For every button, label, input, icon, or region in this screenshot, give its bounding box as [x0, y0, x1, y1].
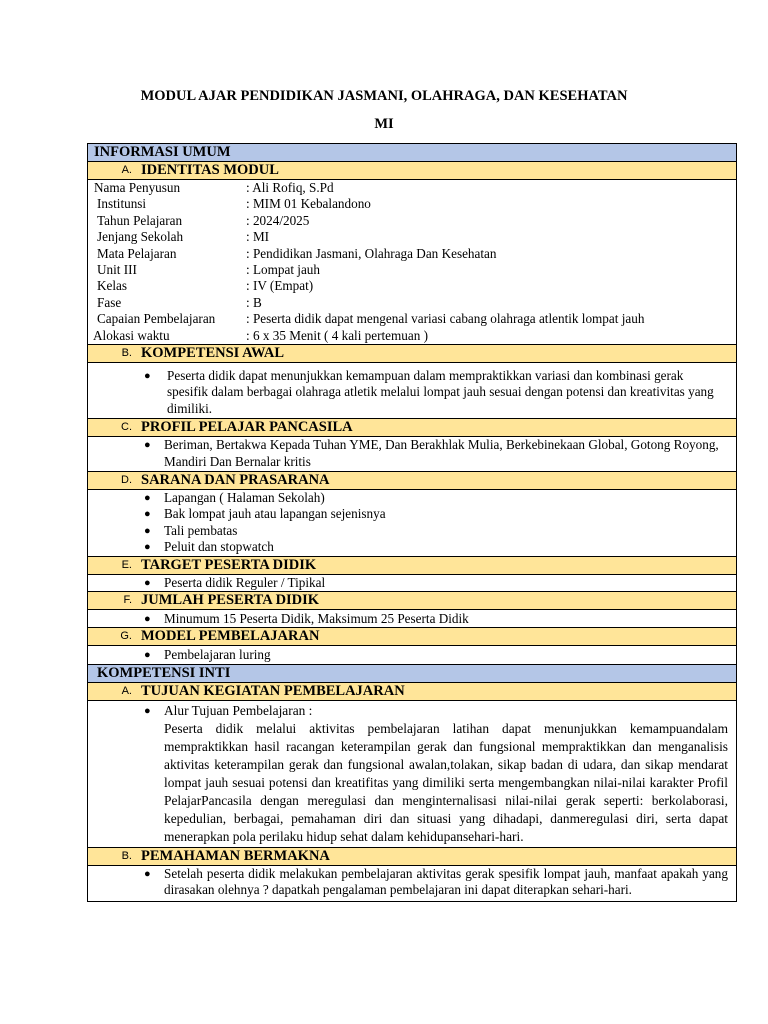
list-item: ● Minumum 15 Peserta Didik, Maksimum 25 Peserta Didik — [144, 610, 469, 626]
subsection-letter: C. — [121, 421, 132, 434]
identity-value: : 2024/2025 — [246, 212, 310, 228]
subsection-title: IDENTITAS MODUL — [141, 162, 279, 178]
list-item: ● Peserta didik Reguler / Tipikal — [144, 574, 326, 590]
identity-row — [88, 311, 736, 327]
sarana-content — [88, 490, 736, 557]
subsection-title: KOMPETENSI AWAL — [141, 344, 285, 361]
section-informasi-umum: INFORMASI UMUM — [88, 144, 736, 162]
identity-label: Alokasi waktu — [93, 327, 170, 343]
identity-row — [88, 328, 736, 344]
bullet-icon: ● — [144, 369, 151, 382]
identity-label: Capaian Pembelajaran — [97, 311, 216, 327]
subsection-title: TARGET PESERTA DIDIK — [141, 556, 317, 573]
list-item: ● Alur Tujuan Pembelajaran : — [144, 702, 313, 718]
bullet-icon: ● — [144, 704, 151, 717]
list-item: ● Bak lompat jauh atau lapangan sejenisnya — [144, 506, 386, 522]
pemahaman-content — [88, 866, 736, 901]
identity-row — [88, 180, 736, 196]
subsection-letter: G. — [120, 630, 132, 643]
tujuan-paragraph: Peserta didik melalui aktivitas pembelajaran latihan dapat menunjukkan kemampuandalam mempraktikkan hasil racangan keterampilan gerak dan fungsional mempraktikkan dan menganalisis aktivitas keterampilan gerak dan fungsional awalan,tolakan, sikap badan di udara, dan sikap mendarat lompat jauh sesuai potensi dan kreatifitas yang dimiliki serta mengembangkan nilai-nilai karakter Profil PelajarPancasila dengan meregulasi dan menginternalisasi nilai-nilai gerak seperti: berkolaborasi, kepedulian, berbagai, pemahaman diri dan situasi yang dihadapi, danmeregulasi diri, serta dapat menerapkan pola perilaku hidup sehat dalam kehidupansehari-hari. — [164, 720, 728, 844]
subsection-identitas-modul — [88, 162, 736, 180]
identity-label: Kelas — [97, 278, 128, 294]
identity-value: : B — [246, 294, 262, 310]
identity-value: : MIM 01 Kebalandono — [246, 196, 371, 212]
identity-label: Jenjang Sekolah — [97, 229, 184, 245]
subsection-letter: D. — [121, 473, 132, 486]
identity-label: Institunsi — [97, 196, 147, 212]
identity-value: : MI — [246, 229, 270, 245]
bullet-icon: ● — [144, 867, 151, 880]
subsection-target — [88, 557, 736, 575]
subsection-title: TUJUAN KEGIATAN PEMBELAJARAN — [141, 682, 405, 699]
identity-row — [88, 229, 736, 245]
subsection-letter: B. — [121, 346, 132, 359]
list-item: ● Peserta didik dapat menunjukkan kemampuan dalam mempraktikkan variasi dan kombinasi gerak spesifik dalam berbagai olahraga atletik melalui lompat jauh sesuai dengan potensi dan kreativitas yang dimiliki. — [144, 367, 714, 416]
subsection-letter: E. — [121, 558, 132, 571]
subsection-jumlah — [88, 592, 736, 610]
identity-row — [88, 196, 736, 212]
jumlah-content — [88, 610, 736, 628]
subsection-profil-pelajar — [88, 419, 736, 437]
subsection-title: PEMAHAMAN BERMAKNA — [141, 847, 330, 864]
target-content — [88, 575, 736, 592]
identity-label: Fase — [97, 294, 122, 310]
bullet-icon: ● — [144, 508, 151, 521]
subsection-letter: A. — [121, 684, 132, 697]
identity-label: Unit III — [97, 261, 137, 277]
identity-value: : IV (Empat) — [246, 278, 314, 294]
identity-value: : Peserta didik dapat mengenal variasi cabang olahraga atlentik lompat jauh — [246, 311, 645, 327]
model-content — [88, 646, 736, 664]
list-item: ● Lapangan ( Halaman Sekolah) — [144, 489, 325, 505]
bullet-icon: ● — [144, 491, 151, 504]
bullet-icon: ● — [144, 439, 151, 452]
identity-row — [88, 262, 736, 278]
subsection-letter: B. — [121, 849, 132, 862]
subsection-title: SARANA DAN PRASARANA — [141, 471, 330, 488]
identity-label: Tahun Pelajaran — [97, 212, 183, 228]
bullet-icon: ● — [144, 541, 151, 554]
kompetensi-awal-content — [88, 363, 736, 419]
subsection-title: PROFIL PELAJAR PANCASILA — [141, 419, 353, 436]
identity-row — [88, 246, 736, 262]
list-item: ● Setelah peserta didik melakukan pembelajaran aktivitas gerak spesifik lompat jauh, manfaat apakah yang dirasakan olehnya ? dapatkah pengalaman pembelajaran ini dapat diterapkan sehari-hari. — [144, 865, 728, 898]
identity-row — [88, 295, 736, 311]
identity-row — [88, 278, 736, 294]
section-kompetensi-inti: KOMPETENSI INTI — [88, 665, 736, 683]
subsection-letter: F. — [123, 593, 132, 606]
subsection-title: MODEL PEMBELAJARAN — [141, 628, 320, 645]
profil-content — [88, 437, 736, 472]
identity-value: : 6 x 35 Menit ( 4 kali pertemuan ) — [246, 327, 429, 343]
subsection-model — [88, 628, 736, 646]
identity-label: Mata Pelajaran — [97, 245, 177, 261]
bullet-icon: ● — [144, 612, 151, 625]
identity-value: : Ali Rofiq, S.Pd — [246, 180, 334, 195]
subsection-kompetensi-awal — [88, 345, 736, 363]
document-subtitle: MI — [374, 116, 394, 132]
list-item: ● Pembelajaran luring — [144, 647, 271, 663]
identity-value: : Pendidikan Jasmani, Olahraga Dan Kesehatan — [246, 245, 497, 261]
bullet-icon: ● — [144, 649, 151, 662]
subsection-tujuan — [88, 683, 736, 701]
tujuan-content — [88, 701, 736, 848]
identity-value: : Lompat jauh — [246, 261, 320, 277]
identity-label: Nama Penyusun — [94, 180, 181, 195]
identity-row — [88, 213, 736, 229]
subsection-title: JUMLAH PESERTA DIDIK — [141, 591, 320, 608]
document-title: MODUL AJAR PENDIDIKAN JASMANI, OLAHRAGA, DAN KESEHATAN — [140, 88, 628, 104]
list-item: ● Beriman, Bertakwa Kepada Tuhan YME, Dan Berakhlak Mulia, Berkebinekaan Global, Gotong Royong, Mandiri Dan Bernalar kritis — [144, 437, 719, 469]
identitas-rows — [88, 180, 736, 345]
subsection-sarana — [88, 472, 736, 490]
list-item: ● Peluit dan stopwatch — [144, 539, 274, 555]
list-item: ● Tali pembatas — [144, 522, 238, 538]
bullet-icon: ● — [144, 524, 151, 537]
subsection-pemahaman — [88, 848, 736, 866]
bullet-icon: ● — [144, 576, 151, 589]
module-table — [87, 143, 737, 902]
subsection-letter: A. — [121, 164, 132, 176]
